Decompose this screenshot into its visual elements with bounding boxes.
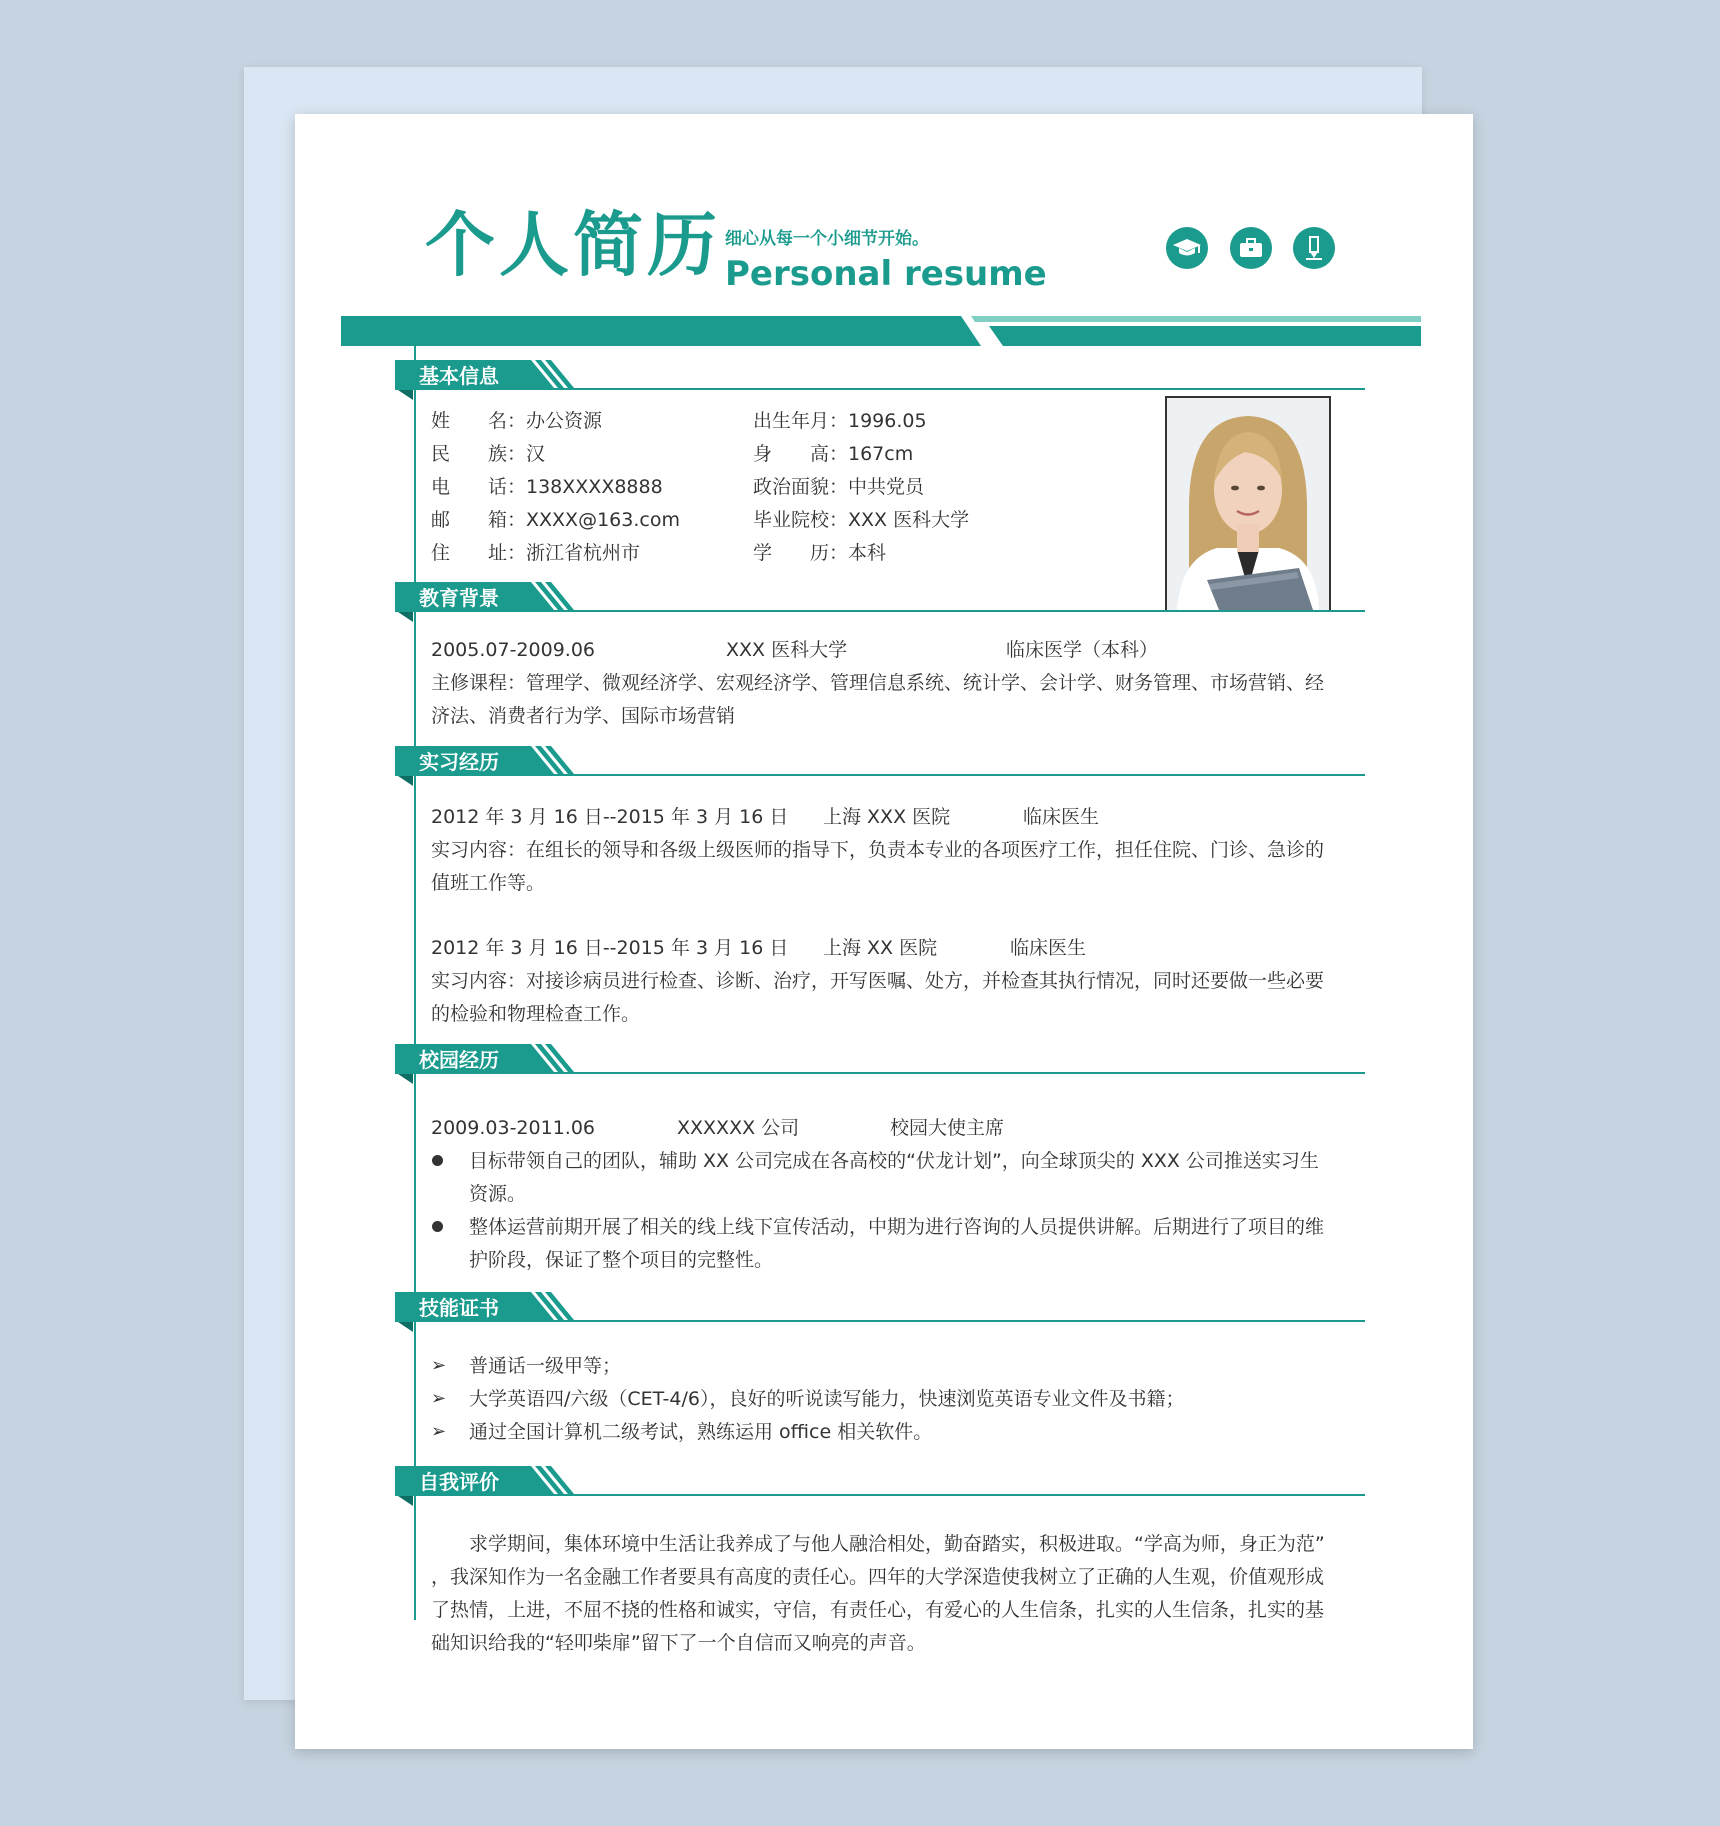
section-header-self [395,1466,1365,1508]
section-header-internship [395,746,1365,788]
section-title: 技能证书 [419,1296,499,1320]
self-eval-line: 了热情，上进，不屈不挠的性格和诚实，守信，有责任心，有爱心的人生信条，扎实的人生信条，扎实的基 [431,1599,1325,1621]
timeline-line [414,344,416,1620]
info-value-birth: 1996.05 [848,410,927,432]
info-label-height: 身 高： [753,443,849,465]
arrow-bullet-icon: ➢ [431,1421,447,1442]
section-header-skills [395,1292,1365,1334]
section-title: 基本信息 [419,364,499,388]
info-label-birth: 出生年月： [753,410,849,432]
pen-icon [1293,227,1335,269]
campus-bullet-1: 目标带领自己的团队，辅助 XX 公司完成在各高校的“伏龙计划”，向全球顶尖的 XXX 公司推送实习生 [469,1150,1319,1172]
info-label-political: 政治面貌： [753,476,849,498]
internship-2-role: 临床医生 [1010,937,1087,959]
info-value-political: 中共党员 [848,476,925,498]
skill-item: 大学英语四/六级（CET-4/6），良好的听说读写能力，快速浏览英语专业文件及书籍； [469,1388,1185,1410]
internship-2-desc: 实习内容：对接诊病员进行检查、诊断、治疗，开写医嘱、处方，并检查其执行情况，同时还要做一些必要 [431,970,1325,992]
info-value-school: XXX 医科大学 [848,509,970,531]
info-label-ethnicity: 民 族： [431,443,527,465]
info-label-phone: 电 话： [431,476,527,498]
header-banner [341,316,1421,348]
self-eval-line: 础知识给我的“轻叩柴扉”留下了一个自信而又响亮的声音。 [431,1632,926,1654]
campus-bullet-2: 整体运营前期开展了相关的线上线下宣传活动，中期为进行咨询的人员提供讲解。后期进行了项目的维 [469,1216,1325,1238]
info-label-school: 毕业院校： [753,509,849,531]
info-value-email: XXXX@163.com [526,509,680,531]
resume-page [295,114,1473,1749]
education-courses: 主修课程：管理学、微观经济学、宏观经济学、管理信息系统、统计学、会计学、财务管理、市场营销、经 [431,672,1325,694]
arrow-bullet-icon: ➢ [431,1355,447,1376]
internship-1-desc: 实习内容：在组长的领导和各级上级医师的指导下，负责本专业的各项医疗工作，担任住院、门诊、急诊的 [431,839,1325,861]
info-value-address: 浙江省杭州市 [526,542,641,564]
section-title: 校园经历 [419,1048,499,1072]
section-header-education [395,582,1365,624]
internship-1-role: 临床医生 [1023,806,1100,828]
education-period: 2005.07-2009.06 [431,639,595,661]
internship-1-desc-cont: 值班工作等。 [431,872,546,894]
skill-item: 普通话一级甲等； [469,1355,622,1377]
section-title: 自我评价 [419,1470,499,1494]
section-title: 教育背景 [419,586,499,610]
info-value-ethnicity: 汉 [526,443,546,465]
info-label-degree: 学 历： [753,542,849,564]
internship-2-period: 2012 年 3 月 16 日--2015 年 3 月 16 日 [431,937,789,959]
bullet-dot [432,1221,443,1232]
campus-bullet-2-cont: 护阶段，保证了整个项目的完整性。 [469,1249,774,1271]
info-value-degree: 本科 [848,542,887,564]
graduation-cap-icon [1166,227,1208,269]
education-major: 临床医学（本科） [1006,639,1159,661]
arrow-bullet-icon: ➢ [431,1388,447,1409]
education-courses-cont: 济法、消费者行为学、国际市场营销 [431,705,736,727]
page-title: 个人简历 [425,204,721,286]
internship-2-org: 上海 XX 医院 [823,937,938,959]
skill-item: 通过全国计算机二级考试，熟练运用 office 相关软件。 [469,1421,933,1443]
info-value-name: 办公资源 [526,410,603,432]
campus-period: 2009.03-2011.06 [431,1117,595,1139]
profile-photo [1165,396,1331,612]
briefcase-icon [1230,227,1272,269]
section-title: 实习经历 [419,750,499,774]
tagline: 细心从每一个小细节开始。 [725,229,929,249]
campus-bullet-1-cont: 资源。 [469,1183,527,1205]
internship-2-desc-cont: 的检验和物理检查工作。 [431,1003,641,1025]
info-value-phone: 138XXXX8888 [526,476,663,498]
bullet-dot [432,1155,443,1166]
self-eval-line: 求学期间，集体环境中生活让我养成了与他人融洽相处，勤奋踏实，积极进取。“学高为师，身正为范” [469,1533,1325,1555]
info-label-address: 住 址： [431,542,527,564]
education-school: XXX 医科大学 [726,639,848,661]
internship-1-period: 2012 年 3 月 16 日--2015 年 3 月 16 日 [431,806,789,828]
section-header-campus [395,1044,1365,1086]
campus-role: 校园大使主席 [890,1117,1005,1139]
info-label-email: 邮 箱： [431,509,527,531]
info-value-height: 167cm [848,443,914,465]
page-subtitle-en: Personal resume [725,254,1047,294]
internship-1-org: 上海 XXX 医院 [823,806,951,828]
self-eval-line: ，我深知作为一名金融工作者要具有高度的责任心。四年的大学深造使我树立了正确的人生观，价值观形成 [431,1566,1325,1588]
campus-org: XXXXXX 公司 [677,1117,800,1139]
info-label-name: 姓 名： [431,410,527,432]
